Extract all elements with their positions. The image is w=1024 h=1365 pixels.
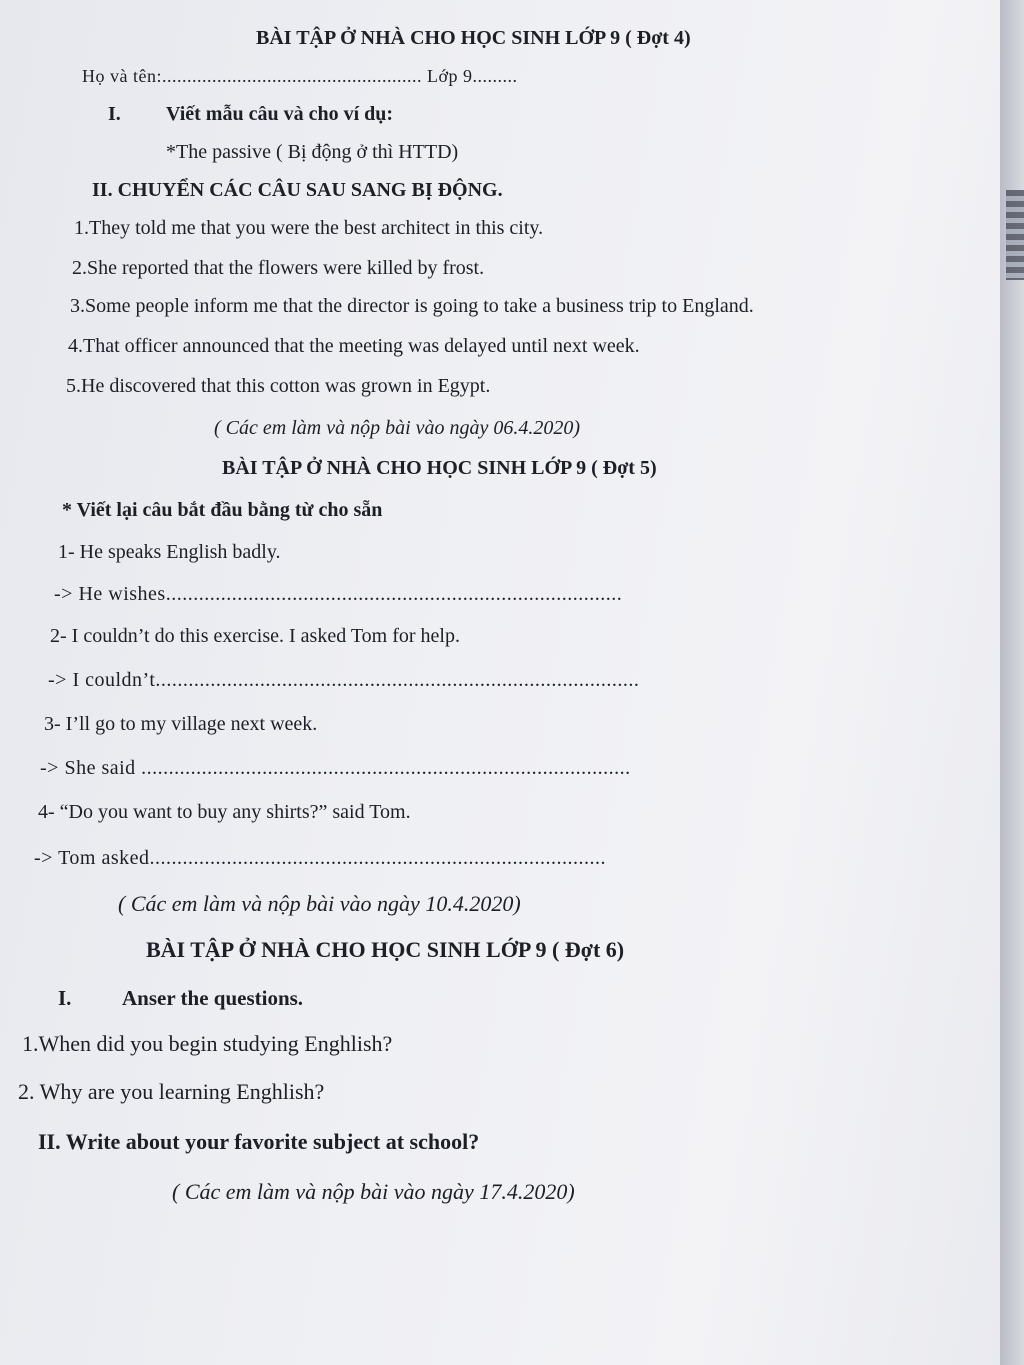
sheet6-question: 1.When did you begin studying Enghlish? xyxy=(22,1031,393,1056)
sheet5-answer-line: -> Tom asked................................................................................... xyxy=(34,847,606,869)
sheet6-part2-title: II. Write about your favorite subject at school? xyxy=(38,1129,480,1154)
sheet6-question: 2. Why are you learning Enghlish? xyxy=(18,1079,325,1104)
page-edge-print xyxy=(1006,190,1024,280)
sheet6-part1-title: Anser the questions. xyxy=(122,986,304,1010)
sheet4-sentence: 1.They told me that you were the best architect in this city. xyxy=(74,217,544,239)
sheet4-sentence: 5.He discovered that this cotton was grown in Egypt. xyxy=(66,375,491,397)
sheet4-sentence: 2.She reported that the flowers were killed by frost. xyxy=(72,257,485,279)
sheet5-question: 2- I couldn’t do this exercise. I asked Tom for help. xyxy=(50,625,460,647)
sheet4-part2-title: II. CHUYỂN CÁC CÂU SAU SANG BỊ ĐỘNG. xyxy=(92,179,503,201)
sheet5-title: BÀI TẬP Ở NHÀ CHO HỌC SINH LỚP 9 ( Đợt 5) xyxy=(222,457,657,479)
sheet5-answer-line: -> She said ......................................................................................... xyxy=(40,757,631,779)
sheet5-question: 3- I’ll go to my village next week. xyxy=(44,713,318,735)
sheet6-part1-number: I. xyxy=(58,986,72,1010)
name-class-line: Họ và tên:.................................................... Lớp 9......... xyxy=(82,66,518,86)
sheet4-sentence: 3.Some people inform me that the director is going to take a business trip to England. xyxy=(70,295,754,317)
sheet4-part1-sub: *The passive ( Bị động ở thì HTTD) xyxy=(166,141,459,163)
sheet5-instruction: * Viết lại câu bắt đầu bằng từ cho sẵn xyxy=(62,499,383,521)
sheet4-part1-number: I. xyxy=(108,103,121,125)
sheet5-question: 1- He speaks English badly. xyxy=(58,541,281,563)
sheet6-title: BÀI TẬP Ở NHÀ CHO HỌC SINH LỚP 9 ( Đợt 6) xyxy=(146,937,625,962)
sheet5-answer-line: -> He wishes................................................................................... xyxy=(54,583,623,605)
sheet4-sentence: 4.That officer announced that the meeting was delayed until next week. xyxy=(68,335,640,357)
sheet5-answer-line: -> I couldn’t........................................................................................ xyxy=(48,669,640,691)
sheet4-part1-title: Viết mẫu câu và cho ví dụ: xyxy=(166,103,394,125)
sheet4-title: BÀI TẬP Ở NHÀ CHO HỌC SINH LỚP 9 ( Đợt 4) xyxy=(256,27,691,49)
sheet5-question: 4- “Do you want to buy any shirts?” said Tom. xyxy=(38,801,411,823)
sheet6-deadline: ( Các em làm và nộp bài vào ngày 17.4.2020) xyxy=(172,1179,575,1204)
sheet5-deadline: ( Các em làm và nộp bài vào ngày 10.4.2020) xyxy=(118,891,521,916)
sheet4-deadline: ( Các em làm và nộp bài vào ngày 06.4.2020) xyxy=(214,417,581,439)
